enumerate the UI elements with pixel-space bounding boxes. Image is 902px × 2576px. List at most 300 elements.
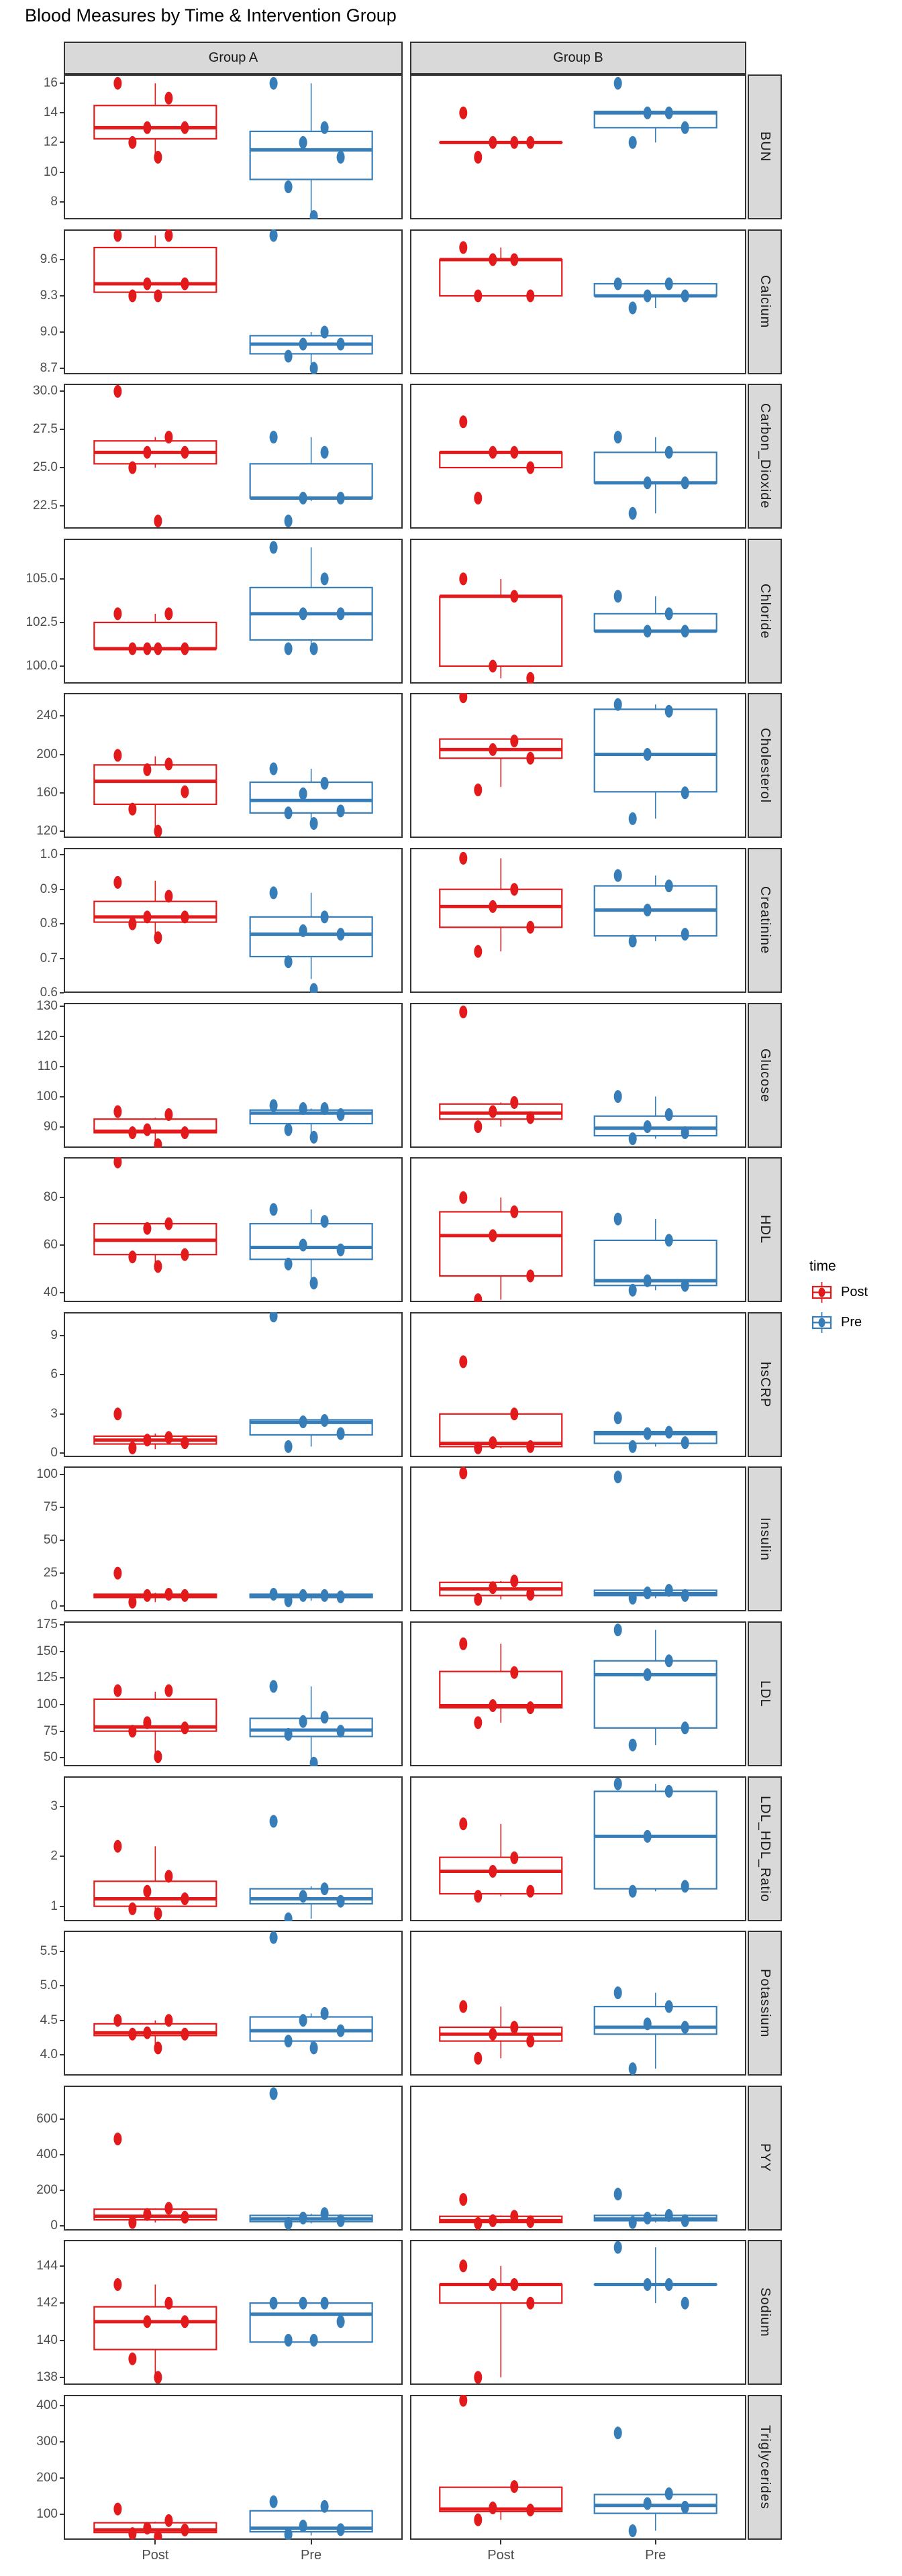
jitter-point <box>164 2202 172 2214</box>
jitter-point <box>526 2504 534 2516</box>
jitter-point <box>285 806 293 819</box>
jitter-point <box>128 290 136 303</box>
jitter-point <box>665 879 673 892</box>
jitter-point <box>681 786 689 799</box>
legend-key-point <box>819 1318 825 1328</box>
jitter-point <box>459 2259 467 2272</box>
jitter-point <box>113 1407 121 1420</box>
y-tick-label: 1 <box>50 1898 58 1913</box>
jitter-point <box>614 1623 622 1636</box>
jitter-point <box>270 229 278 242</box>
jitter-point <box>489 1106 497 1118</box>
facet-strip-ldl_hdl_ratio: LDL_HDL_Ratio <box>748 1776 782 1921</box>
jitter-point <box>614 77 622 90</box>
y-tick-label: 160 <box>36 785 58 800</box>
jitter-point <box>526 1701 534 1714</box>
jitter-point <box>181 786 189 798</box>
boxplot-box <box>94 765 216 804</box>
legend-title: time <box>809 1258 836 1274</box>
y-tick-label: 80 <box>43 1190 58 1205</box>
jitter-point <box>299 2297 307 2310</box>
jitter-point <box>337 1895 345 1908</box>
legend-item-pre <box>809 1310 868 1335</box>
jitter-point <box>489 1865 497 1878</box>
legend-key-boxplot-icon <box>809 1310 834 1335</box>
y-tick-label: 30.0 <box>33 384 58 398</box>
jitter-point <box>285 2035 293 2047</box>
y-tick-label: 300 <box>36 2434 58 2449</box>
jitter-point <box>644 748 652 761</box>
y-tick-label: 9.0 <box>40 325 58 339</box>
jitter-point <box>285 2217 293 2230</box>
y-tick-label: 0 <box>50 1446 58 1460</box>
jitter-point <box>474 1593 482 1606</box>
jitter-point <box>629 1440 637 1453</box>
jitter-point <box>164 607 172 620</box>
jitter-point <box>526 2215 534 2228</box>
jitter-point <box>526 462 534 474</box>
y-tick-label: 150 <box>36 1644 58 1658</box>
jitter-point <box>299 2520 307 2532</box>
y-tick-label: 9.6 <box>40 252 58 266</box>
jitter-point <box>321 446 329 459</box>
jitter-point <box>128 803 136 816</box>
boxplot-box <box>250 464 372 498</box>
jitter-point <box>337 804 345 817</box>
facet-panel-LDL-group-b <box>410 1621 746 1766</box>
facet-strip-group-b <box>410 42 746 74</box>
jitter-point <box>459 415 467 428</box>
panel-background <box>64 2086 402 2230</box>
jitter-point <box>459 1191 467 1204</box>
jitter-point <box>510 2278 518 2291</box>
jitter-point <box>143 1124 151 1136</box>
jitter-point <box>321 2500 329 2513</box>
jitter-point <box>154 1750 162 1763</box>
jitter-point <box>321 2207 329 2220</box>
jitter-point <box>665 2278 673 2291</box>
boxplot-box <box>250 1719 372 1737</box>
jitter-point <box>270 2297 278 2310</box>
jitter-point <box>270 1680 278 1693</box>
boxplot-box <box>440 890 562 928</box>
jitter-point <box>154 643 162 655</box>
jitter-point <box>526 1588 534 1601</box>
jitter-point <box>629 507 637 520</box>
jitter-point <box>665 1234 673 1246</box>
jitter-point <box>321 1414 329 1427</box>
jitter-point <box>285 1124 293 1136</box>
jitter-point <box>489 743 497 756</box>
jitter-point <box>181 121 189 134</box>
jitter-point <box>474 945 482 958</box>
panel-background <box>411 2086 746 2230</box>
boxplot-box <box>94 105 216 139</box>
jitter-point <box>526 752 534 765</box>
facet-strip-potassium: Potassium <box>748 1931 782 2076</box>
boxplot-box <box>440 452 562 468</box>
legend-item-label: Post <box>841 1285 868 1299</box>
jitter-point <box>681 1126 689 1139</box>
boxplot-box <box>595 709 717 792</box>
jitter-point <box>143 2315 151 2328</box>
jitter-point <box>614 1411 622 1424</box>
y-tick-label: 75 <box>43 1723 58 1738</box>
y-tick-label: 120 <box>36 1028 58 1043</box>
jitter-point <box>310 2334 318 2347</box>
jitter-point <box>665 107 673 119</box>
jitter-point <box>128 2216 136 2229</box>
jitter-point <box>299 2212 307 2224</box>
jitter-point <box>337 928 345 941</box>
jitter-point <box>270 431 278 443</box>
jitter-point <box>474 151 482 164</box>
jitter-point <box>113 1840 121 1853</box>
facet-panel-Cholesterol-group-b <box>410 693 746 838</box>
jitter-point <box>459 1355 467 1368</box>
y-tick-label: 0.6 <box>40 985 58 1000</box>
facet-strip-carbon_dioxide: Carbon_Dioxide <box>748 384 782 529</box>
jitter-point <box>644 1428 652 1440</box>
jitter-point <box>270 2496 278 2508</box>
facet-panel-LDL_HDL_Ratio-group-a <box>64 1776 403 1921</box>
facet-panel-PYY-group-b <box>410 2086 746 2231</box>
jitter-point <box>128 462 136 474</box>
jitter-point <box>321 910 329 923</box>
y-tick-label: 12 <box>43 135 58 150</box>
y-tick-label: 105.0 <box>26 571 58 586</box>
facet-strip-sodium: Sodium <box>748 2240 782 2385</box>
jitter-point <box>270 1203 278 1216</box>
jitter-point <box>489 1229 497 1242</box>
y-tick-label: 50 <box>43 1750 58 1765</box>
jitter-point <box>614 431 622 443</box>
jitter-point <box>128 918 136 930</box>
facet-panel-Glucose-group-b <box>410 1003 746 1148</box>
y-tick-label: 100 <box>36 1697 58 1711</box>
panel-background <box>64 1931 402 2075</box>
jitter-point <box>459 1006 467 1018</box>
y-tick-label: 175 <box>36 1617 58 1631</box>
jitter-point <box>665 1108 673 1121</box>
jitter-point <box>614 2188 622 2200</box>
jitter-point <box>474 1716 482 1729</box>
y-tick-label: 0.8 <box>40 916 58 931</box>
y-tick-label: 5.5 <box>40 1943 58 1958</box>
boxplot-box <box>440 2284 562 2303</box>
jitter-point <box>128 1442 136 1454</box>
jitter-point <box>337 492 345 504</box>
jitter-point <box>321 777 329 790</box>
jitter-point <box>510 2021 518 2034</box>
facet-panel-Triglycerides-group-a <box>64 2395 403 2540</box>
jitter-point <box>128 1250 136 1263</box>
jitter-point <box>143 1434 151 1446</box>
y-tick-label: 9.3 <box>40 288 58 303</box>
jitter-point <box>489 136 497 149</box>
jitter-point <box>510 735 518 747</box>
facet-panel-Insulin-group-a <box>64 1466 403 1611</box>
y-tick-label: 50 <box>43 1533 58 1547</box>
jitter-point <box>164 1684 172 1697</box>
jitter-point <box>681 2021 689 2034</box>
jitter-point <box>128 2028 136 2041</box>
jitter-point <box>681 625 689 637</box>
jitter-point <box>681 1279 689 1292</box>
jitter-point <box>644 290 652 303</box>
jitter-point <box>337 338 345 351</box>
jitter-point <box>154 2371 162 2383</box>
x-tick-mark <box>311 2540 312 2544</box>
jitter-point <box>299 1589 307 1602</box>
jitter-point <box>181 1721 189 1734</box>
jitter-point <box>629 1284 637 1297</box>
jitter-point <box>164 1218 172 1230</box>
jitter-point <box>337 1108 345 1121</box>
boxplot-box <box>94 2307 216 2350</box>
jitter-point <box>629 2062 637 2075</box>
jitter-point <box>299 338 307 351</box>
jitter-point <box>321 1711 329 1723</box>
facet-panel-BUN-group-a <box>64 74 403 219</box>
facet-panel-Calcium-group-a <box>64 229 403 374</box>
boxplot-box <box>595 1240 717 1285</box>
x-tick-mark <box>154 2540 156 2544</box>
jitter-point <box>181 1248 189 1261</box>
y-tick-label: 200 <box>36 747 58 761</box>
jitter-point <box>459 107 467 119</box>
boxplot-box <box>250 782 372 813</box>
jitter-point <box>629 1885 637 1898</box>
jitter-point <box>337 1725 345 1737</box>
jitter-point <box>143 2522 151 2534</box>
jitter-point <box>665 2000 673 2013</box>
jitter-point <box>526 2297 534 2310</box>
facet-panel-hsCRP-group-a <box>64 1312 403 1457</box>
y-tick-label: 5.0 <box>40 1978 58 1993</box>
y-tick-label: 3 <box>50 1406 58 1421</box>
jitter-point <box>270 2087 278 2100</box>
jitter-point <box>143 643 151 655</box>
jitter-point <box>459 1638 467 1650</box>
jitter-point <box>489 2028 497 2041</box>
jitter-point <box>299 924 307 937</box>
jitter-point <box>510 2480 518 2493</box>
jitter-point <box>526 1270 534 1283</box>
jitter-point <box>459 1817 467 1830</box>
jitter-point <box>665 1654 673 1667</box>
x-tick-label: Post <box>487 2548 515 2563</box>
jitter-point <box>270 77 278 90</box>
jitter-point <box>665 278 673 290</box>
facet-strip-ldl: LDL <box>748 1621 782 1766</box>
jitter-point <box>474 1890 482 1902</box>
jitter-point <box>299 1239 307 1252</box>
jitter-point <box>337 607 345 620</box>
jitter-point <box>614 2241 622 2254</box>
jitter-point <box>681 290 689 303</box>
jitter-point <box>299 1102 307 1115</box>
jitter-point <box>510 446 518 459</box>
jitter-point <box>154 290 162 303</box>
jitter-point <box>285 1595 293 1607</box>
jitter-point <box>164 431 172 443</box>
jitter-point <box>154 825 162 838</box>
jitter-point <box>629 2524 637 2537</box>
facet-strip-cholesterol: Cholesterol <box>748 693 782 838</box>
y-tick-label: 100 <box>36 2507 58 2522</box>
jitter-point <box>113 607 121 620</box>
jitter-point <box>337 1591 345 1603</box>
y-tick-label: 27.5 <box>33 422 58 437</box>
jitter-point <box>181 1892 189 1905</box>
jitter-point <box>164 1431 172 1444</box>
jitter-point <box>644 2278 652 2291</box>
jitter-point <box>310 2041 318 2054</box>
jitter-point <box>181 1436 189 1449</box>
jitter-point <box>614 590 622 602</box>
jitter-point <box>681 476 689 489</box>
boxplot-box <box>94 2209 216 2220</box>
jitter-point <box>181 2315 189 2328</box>
facet-panel-LDL-group-a <box>64 1621 403 1766</box>
facet-panel-Chloride-group-a <box>64 539 403 684</box>
jitter-point <box>181 446 189 459</box>
boxplot-box <box>595 1661 717 1728</box>
jitter-point <box>489 254 497 266</box>
facet-strip-calcium: Calcium <box>748 229 782 374</box>
jitter-point <box>681 2297 689 2310</box>
jitter-point <box>310 1277 318 1289</box>
jitter-point <box>128 2527 136 2540</box>
jitter-point <box>181 1589 189 1602</box>
jitter-point <box>270 541 278 554</box>
y-tick-label: 8 <box>50 194 58 209</box>
facet-strip-group-a-label: Group A <box>208 50 258 65</box>
jitter-point <box>614 1213 622 1226</box>
boxplot-box <box>595 2006 717 2034</box>
y-tick-label: 120 <box>36 824 58 838</box>
boxplot-box <box>595 452 717 482</box>
jitter-point <box>489 2278 497 2291</box>
jitter-point <box>474 2514 482 2526</box>
y-tick-label: 4.0 <box>40 2047 58 2062</box>
jitter-point <box>459 241 467 254</box>
jitter-point <box>270 886 278 899</box>
boxplot-box <box>250 1889 372 1904</box>
facet-strip-bun: BUN <box>748 74 782 219</box>
y-tick-label: 25.0 <box>33 460 58 475</box>
y-tick-label: 100.0 <box>26 659 58 673</box>
facet-panel-Calcium-group-b <box>410 229 746 374</box>
panel-background <box>411 75 746 219</box>
jitter-point <box>181 2211 189 2224</box>
jitter-point <box>489 1699 497 1712</box>
jitter-point <box>310 817 318 830</box>
jitter-point <box>285 1440 293 1453</box>
jitter-point <box>321 1102 329 1115</box>
y-tick-label: 10 <box>43 164 58 179</box>
jitter-point <box>270 1099 278 1112</box>
jitter-point <box>629 302 637 315</box>
facet-panel-Glucose-group-a <box>64 1003 403 1148</box>
jitter-point <box>321 1589 329 1602</box>
jitter-point <box>681 2501 689 2514</box>
jitter-point <box>113 385 121 398</box>
jitter-point <box>154 1907 162 1920</box>
jitter-point <box>321 1215 329 1228</box>
jitter-point <box>164 2014 172 2027</box>
jitter-point <box>270 1588 278 1601</box>
y-tick-label: 2 <box>50 1849 58 1864</box>
jitter-point <box>629 2216 637 2229</box>
jitter-point <box>510 2210 518 2222</box>
facet-strip-creatinine: Creatinine <box>748 848 782 993</box>
x-tick-mark <box>500 2540 501 2544</box>
jitter-point <box>510 1205 518 1218</box>
jitter-point <box>644 2498 652 2510</box>
jitter-point <box>285 1258 293 1271</box>
jitter-point <box>665 2209 673 2222</box>
jitter-point <box>614 278 622 290</box>
legend-item-post <box>809 1280 868 1305</box>
jitter-point <box>681 121 689 134</box>
y-tick-label: 6 <box>50 1367 58 1382</box>
facet-strip-chloride: Chloride <box>748 539 782 684</box>
jitter-point <box>299 1715 307 1728</box>
jitter-point <box>164 2514 172 2527</box>
jitter-point <box>526 1440 534 1453</box>
jitter-point <box>154 515 162 527</box>
facet-panel-Potassium-group-b <box>410 1931 746 2076</box>
x-tick-mark <box>655 2540 656 2544</box>
y-tick-label: 9 <box>50 1328 58 1342</box>
panel-background <box>411 2396 746 2539</box>
boxplot-box <box>250 1224 372 1259</box>
x-tick-label: Post <box>142 2548 169 2563</box>
jitter-point <box>154 1260 162 1273</box>
panel-background <box>64 1467 402 1611</box>
jitter-point <box>113 1567 121 1580</box>
jitter-point <box>321 2007 329 2020</box>
y-tick-label: 400 <box>36 2398 58 2413</box>
facet-panel-LDL_HDL_Ratio-group-b <box>410 1776 746 1921</box>
jitter-point <box>665 705 673 718</box>
jitter-point <box>285 1728 293 1741</box>
facet-strip-triglycerides: Triglycerides <box>748 2395 782 2540</box>
jitter-point <box>299 1415 307 1428</box>
jitter-point <box>644 1830 652 1843</box>
jitter-point <box>459 2193 467 2206</box>
jitter-point <box>526 1112 534 1124</box>
y-tick-label: 125 <box>36 1670 58 1685</box>
jitter-point <box>644 476 652 489</box>
boxplot-box <box>250 131 372 180</box>
jitter-point <box>164 92 172 105</box>
jitter-point <box>113 2133 121 2145</box>
jitter-point <box>665 1785 673 1798</box>
jitter-point <box>337 1244 345 1256</box>
jitter-point <box>113 2278 121 2291</box>
y-tick-label: 140 <box>36 2332 58 2347</box>
facet-panel-Chloride-group-b <box>410 539 746 684</box>
y-tick-label: 130 <box>36 998 58 1013</box>
facet-panel-Potassium-group-a <box>64 1931 403 2076</box>
jitter-point <box>644 1668 652 1681</box>
y-tick-label: 22.5 <box>33 498 58 513</box>
jitter-point <box>644 1275 652 1287</box>
boxplot-box <box>94 902 216 922</box>
